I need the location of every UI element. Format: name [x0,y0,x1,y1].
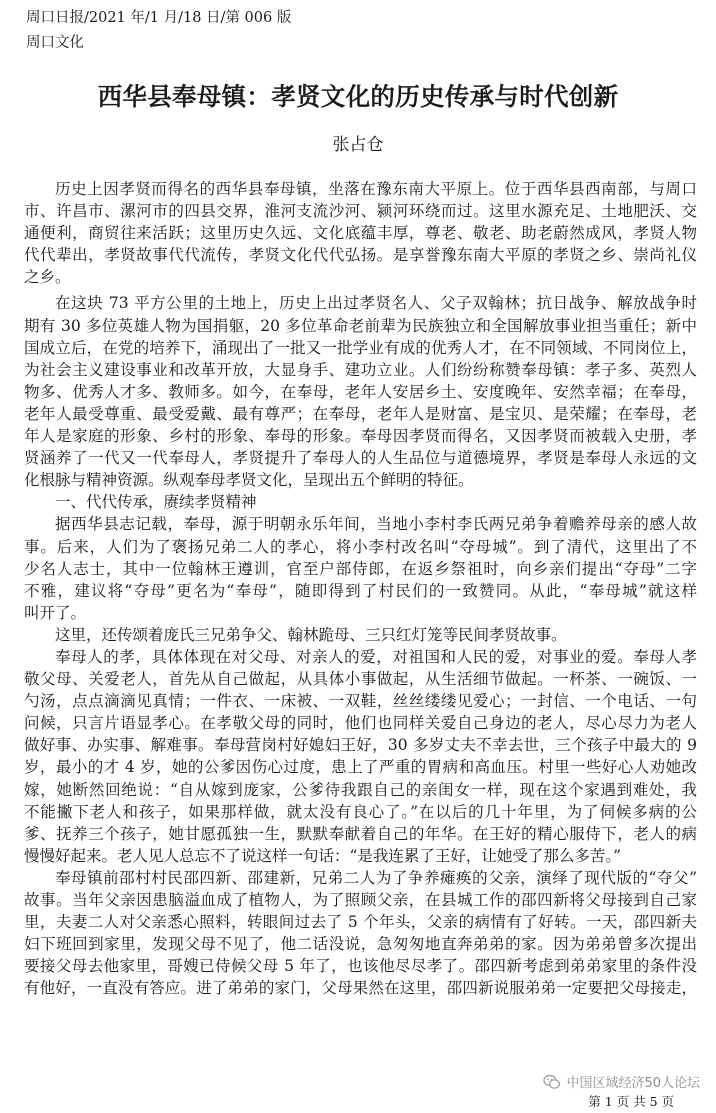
body-line: 在这块 73 平方公里的土地上，历史上出过孝贤名人、父子双翰林；抗日战争、解放战争时 [55,294,697,313]
section-heading: 一、代代传承，赓续孝贤精神 [55,493,257,512]
body-line: 事。后来，人们为了褒扬兄弟二人的孝心，将小李村改名叫“夺母城”。到了清代，这里出了不 [24,537,697,556]
body-line: 这里，还传颂着庞氏三兄弟争父、翰林跪母、三只红灯笼等民间孝贤故事。 [55,625,567,644]
watermark [543,1072,700,1091]
body-line: 通便利，商贸往来活跃；这里历史久远、文化底蕴丰厚，尊老、敬老、助老蔚然成风，孝贤人物 [24,224,697,243]
body-line: 国成立后，在党的培养下，涌现出了一批又一批学业有成的优秀人才，在不同领域、不同岗位上， [24,338,697,357]
article-author: 张占仓 [332,135,384,155]
body-line: 慢慢好起来。老人见人总忘不了说这样一句话：“是我连累了王好，让她受了那么多苦。” [24,846,622,865]
body-line: 之乡。 [24,268,71,287]
body-line: 期有 30 多位英雄人物为国捐躯，20 多位革命老前辈为民族独立和全国解放事业担当重任；新中 [24,316,697,335]
article-title: 西华县奉母镇：孝贤文化的历史传承与时代创新 [97,82,619,111]
body-line: 贤涵养了一代又一代奉母人，孝贤提升了奉母人的人生品位与道德境界，孝贤是奉母人永远的文 [24,449,697,468]
page-indicator: 第 1 页 共 5 页 [588,1094,674,1109]
article-body [24,178,697,999]
body-line: 不能撇下老人和孩子，如果那样做，就太没有良心了。”在以后的几十年里，为了伺候多病的公 [24,802,697,821]
body-line: 老年人最受尊重、最受爱戴、最有尊严；在奉母，老年人是财富、是宝贝、是荣耀；在奉母，老 [24,404,697,423]
body-line: 市、许昌市、漯河市的四县交界，淮河支流沙河、颍河环绕而过。这里水源充足、土地肥沃、交 [24,202,697,221]
body-line: 妇下班回到家里，发现父母不见了，他二话没说，急匆匆地直奔弟弟的家。因为弟弟曾多次提出 [24,935,697,954]
body-line: 嫁，她断然回绝说：“自从嫁到庞家，公爹待我跟自己的亲闺女一样，现在这个家遇到难处，我 [24,780,697,799]
watermark-text: 中国区域经济50人论坛 [566,1076,700,1091]
body-line: 里，夫妻二人对父亲悉心照料，转眼间过去了 5 个年头，父亲的病情有了好转。一天，邵四新夫 [24,913,697,932]
body-line: 故事。当年父亲因患脑溢血成了植物人，为了照顾父亲，在县城工作的邵四新将父母接到自己家 [24,891,697,909]
body-line: 叫开了。 [24,603,87,622]
body-line: 敬父母、关爱老人，首先从自己做起，从具体小事做起，从生活细节做起。一杯茶、一碗饭、一 [24,670,697,689]
body-line: 不雅，建议将“夺母”更名为“奉母”，随即得到了村民们的一致赞同。从此，“奉母城”就这样 [24,581,697,600]
body-line: 勺汤，点点滴滴见真情；一件衣、一床被、一双鞋，丝丝缕缕见爱心；一封信、一个电话、一句 [24,692,697,711]
body-line: 化根脉与精神资源。纵观奉母孝贤文化，呈现出五个鲜明的特征。 [24,471,474,490]
body-line: 年人是家庭的形象、乡村的形象、奉母的形象。奉母因孝贤而得名，又因孝贤而被载入史册，孝 [24,427,697,446]
body-line: 做好事、办实事、解难事。奉母营岗村好媳妇王好，30 多岁丈夫不幸去世，三个孩子中最大的 9 [24,736,697,755]
body-line: 有他好，一直没有答应。进了弟弟的家门，父母果然在这里，邵四新说服弟弟一定要把父母接走， [24,979,697,998]
body-line: 物多、优秀人才多、教师多。如今，在奉母，老年人安居乡土、安度晚年、安然幸福；在奉母， [24,382,697,401]
body-line: 为社会主义建设事业和改革开放，大显身手、建功立业。人们纷纷称赞奉母镇：孝子多、英烈人 [24,360,697,379]
body-line: 少名人志士，其中一位翰林王遵训，官至户部侍郎，在返乡祭祖时，向乡亲们提出“夺母”二字 [24,559,697,578]
body-line: 据西华县志记载，奉母，源于明朝永乐年间，当地小李村李氏两兄弟争着赡养母亲的感人故 [55,515,697,534]
body-line: 历史上因孝贤而得名的西华县奉母镇，坐落在豫东南大平原上。位于西华县西南部，与周口 [55,180,697,198]
body-line: 奉母人的孝，具体体现在对父母、对亲人的爱，对祖国和人民的爱，对事业的爱。奉母人孝 [55,647,697,666]
newspaper-source: 周口日报/2021 年/1 月/18 日/第 006 版 [26,10,292,26]
body-line: 要接父母去他家里，哥嫂已侍候父母 5 年了，也该他尽尽孝了。邵四新考虑到弟弟家里的条件没 [24,957,697,976]
body-line: 爹、抚养三个孩子，她甘愿孤独一生，默默奉献着自己的年华。在王好的精心服侍下，老人的病 [24,824,697,843]
wechat-icon [543,1073,561,1091]
body-line: 代代辈出，孝贤故事代代流传，孝贤文化代代弘扬。是享誉豫东南大平原的孝贤之乡、崇尚礼仪 [24,246,697,265]
section-name: 周口文化 [26,35,84,51]
body-line: 问候，只言片语显孝心。在孝敬父母的同时，他们也同样关爱自己身边的老人，尽心尽力为老人 [24,714,697,733]
body-line: 奉母镇前邵村村民邵四新、邵建新，兄弟二人为了争养瘫痪的父亲，演绎了现代版的“夺父” [55,868,697,887]
body-line: 岁，最小的才 4 岁，她的公爹因伤心过度，患上了严重的胃病和高血压。村里一些好心人劝她改 [24,758,697,777]
